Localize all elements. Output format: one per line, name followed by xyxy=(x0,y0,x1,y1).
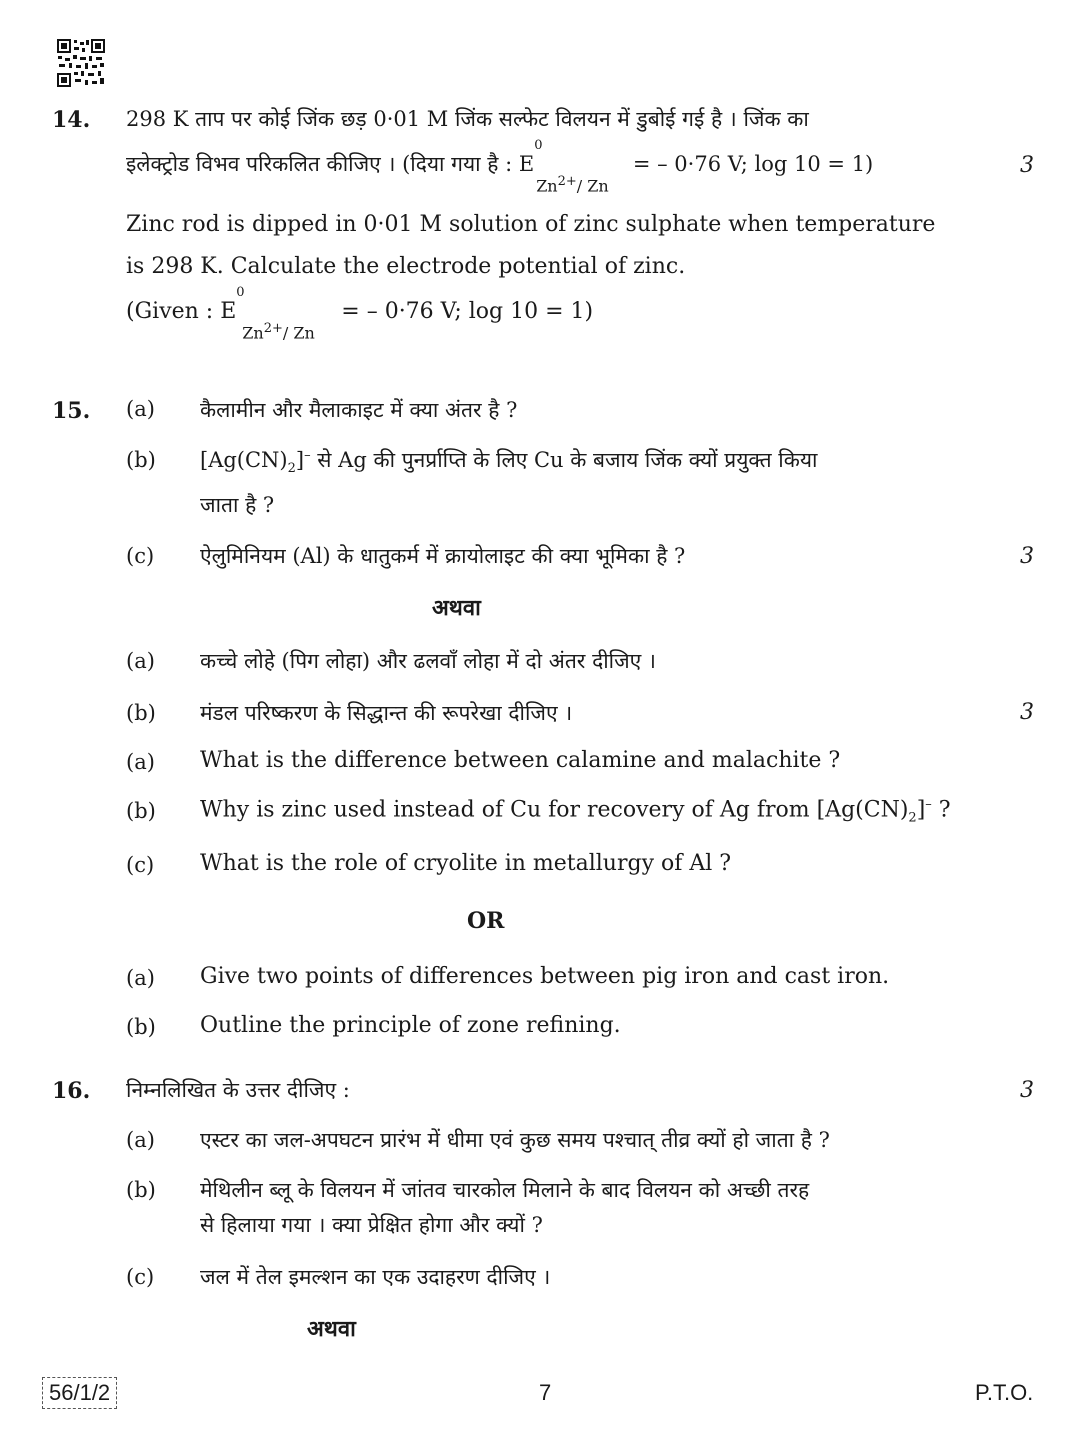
q15-marks-1: 3 xyxy=(1020,544,1034,569)
q15-or-b-label: (b) xyxy=(126,701,156,725)
q15-a-label: (a) xyxy=(126,397,155,421)
q16-a-hindi: एस्टर का जल-अपघटन प्रारंभ में धीमा एवं कुछ समय पश्चात् तीव्र क्यों हो जाता है ? xyxy=(200,1128,830,1152)
q15-c-en-label: (c) xyxy=(126,853,155,877)
q15-c-label: (c) xyxy=(126,544,155,568)
q15-or-a-label: (a) xyxy=(126,649,155,673)
q15-or-english: OR xyxy=(467,908,505,934)
q16-b-hindi-line2: से हिलाया गया । क्या प्रेक्षित होगा और क्यों ? xyxy=(200,1213,543,1237)
q15-c-english: What is the role of cryolite in metallurgy of Al ? xyxy=(200,851,732,876)
q15-or-a-hindi: कच्चे लोहे (पिग लोहा) और ढलवाँ लोहा में दो अंतर दीजिए । xyxy=(200,649,656,673)
q15-b-english: Why is zinc used instead of Cu for recovery of Ag from $[Ag(CN)_2]^-$ ? xyxy=(200,797,951,826)
please-turn-over: P.T.O. xyxy=(975,1380,1034,1405)
q16-b-hindi-line1: मेथिलीन ब्लू के विलयन में जांतव चारकोल मिलाने के बाद विलयन को अच्छी तरह xyxy=(200,1178,810,1202)
q15-c-hindi: ऐलुमिनियम (Al) के धातुकर्म में क्रायोलाइट की क्या भूमिका है ? xyxy=(200,544,686,568)
question-number-16: 16. xyxy=(52,1078,91,1104)
q16-marks: 3 xyxy=(1020,1078,1034,1103)
paper-code: 56/1/2 xyxy=(42,1377,117,1409)
page-number: 7 xyxy=(539,1380,552,1405)
q16-intro-hindi: निम्नलिखित के उत्तर दीजिए : xyxy=(126,1078,350,1102)
q14-hindi-line2: इलेक्ट्रोड विभव परिकलित कीजिए । (दिया गया है : E 0 $Zn^{2+}/$ Zn = – 0·76 V; log 10 = 1) xyxy=(126,138,874,196)
q15-a-english: What is the difference between calamine and malachite ? xyxy=(200,748,841,773)
q15-marks-2: 3 xyxy=(1020,700,1034,725)
q15-or-b-english: Outline the principle of zone refining. xyxy=(200,1013,621,1038)
q16-c-hindi: जल में तेल इमल्शन का एक उदाहरण दीजिए । xyxy=(200,1265,551,1289)
q15-a-hindi: कैलामीन और मैलाकाइट में क्या अंतर है ? xyxy=(200,398,518,422)
question-number-14: 14. xyxy=(52,107,91,133)
q16-c-label: (c) xyxy=(126,1265,155,1289)
q16-or-hindi: अथवा xyxy=(307,1316,356,1342)
q15-b-en-label: (b) xyxy=(126,799,156,823)
q15-or-a-english: Give two points of differences between pig iron and cast iron. xyxy=(200,964,890,989)
q15-or-b-hindi: मंडल परिष्करण के सिद्धान्त की रूपरेखा दीजिए । xyxy=(200,701,573,725)
q15-or-hindi: अथवा xyxy=(432,595,481,621)
q14-english-line1: Zinc rod is dipped in 0·01 M solution of zinc sulphate when temperature xyxy=(126,212,936,237)
q14-english-line2: is 298 K. Calculate the electrode potential of zinc. xyxy=(126,254,686,279)
q14-marks: 3 xyxy=(1020,153,1034,178)
question-number-15: 15. xyxy=(52,398,91,424)
q14-hindi-line1: 298 K ताप पर कोई जिंक छड़ 0·01 M जिंक सल्फेट विलयन में डुबोई गई है । जिंक का xyxy=(126,107,809,131)
q16-a-label: (a) xyxy=(126,1128,155,1152)
q14-english-line3: (Given : E 0 $Zn^{2+}/$ Zn = – 0·76 V; log 10 = 1) xyxy=(126,285,594,343)
q15-or-a-en-label: (a) xyxy=(126,966,155,990)
q15-b-hindi-line1: $[Ag(CN)_2]^-$ से Ag की पुनर्प्राप्ति के लिए Cu के बजाय जिंक क्यों प्रयुक्त किया xyxy=(200,448,818,477)
q15-or-b-en-label: (b) xyxy=(126,1015,156,1039)
q16-b-label: (b) xyxy=(126,1178,156,1202)
q15-a-en-label: (a) xyxy=(126,750,155,774)
q15-b-hindi-line2: जाता है ? xyxy=(200,493,275,517)
qr-code xyxy=(56,38,106,88)
q15-b-label: (b) xyxy=(126,448,156,472)
